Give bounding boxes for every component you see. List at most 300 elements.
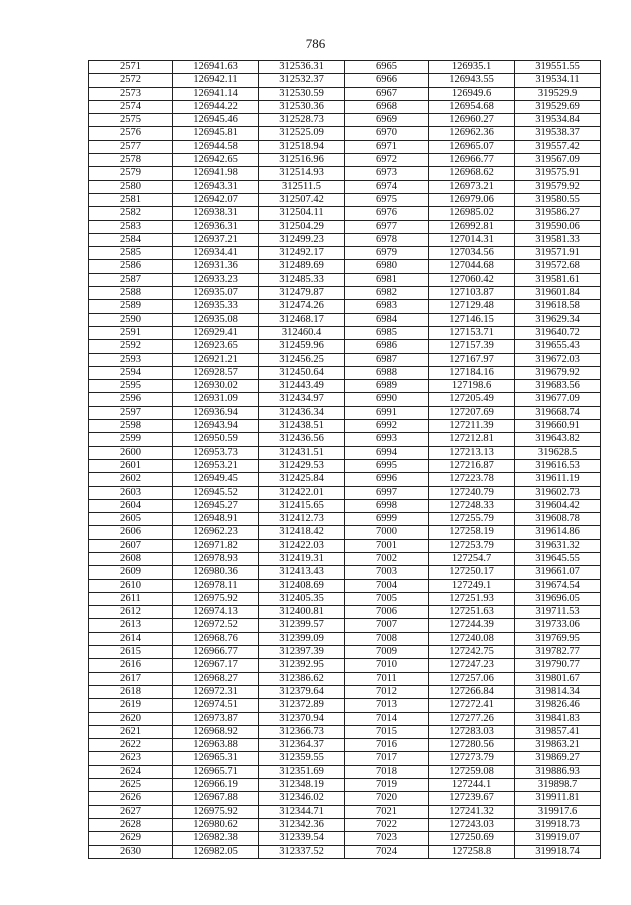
y-coordinate-right: 319567.09 [515, 154, 601, 167]
point-number-right: 6982 [345, 287, 429, 300]
y-coordinate-left: 312399.57 [259, 619, 345, 632]
y-coordinate-right: 319790.77 [515, 659, 601, 672]
y-coordinate-left: 312528.73 [259, 114, 345, 127]
x-coordinate-left: 126923.65 [173, 340, 259, 353]
point-number-left: 2573 [89, 87, 173, 100]
y-coordinate-left: 312392.95 [259, 659, 345, 672]
table-row [89, 180, 601, 193]
point-number-left: 2621 [89, 725, 173, 738]
y-coordinate-right: 319733.06 [515, 619, 601, 632]
point-number-right: 7011 [345, 672, 429, 685]
table-row [89, 100, 601, 113]
y-coordinate-left: 312422.01 [259, 486, 345, 499]
point-number-left: 2594 [89, 366, 173, 379]
table-row [89, 433, 601, 446]
table-row [89, 779, 601, 792]
x-coordinate-left: 126971.82 [173, 539, 259, 552]
x-coordinate-right: 127251.93 [429, 592, 515, 605]
y-coordinate-left: 312436.34 [259, 406, 345, 419]
x-coordinate-left: 126963.88 [173, 739, 259, 752]
y-coordinate-left: 312359.55 [259, 752, 345, 765]
x-coordinate-right: 127213.13 [429, 446, 515, 459]
point-number-left: 2589 [89, 300, 173, 313]
y-coordinate-left: 312504.11 [259, 207, 345, 220]
x-coordinate-left: 126928.57 [173, 366, 259, 379]
y-coordinate-left: 312351.69 [259, 765, 345, 778]
x-coordinate-left: 126937.21 [173, 233, 259, 246]
y-coordinate-right: 319886.93 [515, 765, 601, 778]
y-coordinate-left: 312468.17 [259, 313, 345, 326]
y-coordinate-left: 312337.52 [259, 845, 345, 858]
x-coordinate-left: 126967.17 [173, 659, 259, 672]
x-coordinate-right: 127239.67 [429, 792, 515, 805]
y-coordinate-right: 319631.32 [515, 539, 601, 552]
x-coordinate-left: 126945.81 [173, 127, 259, 140]
table-row [89, 114, 601, 127]
x-coordinate-left: 126965.31 [173, 752, 259, 765]
table-row [89, 247, 601, 260]
x-coordinate-left: 126936.31 [173, 220, 259, 233]
point-number-left: 2610 [89, 579, 173, 592]
x-coordinate-right: 127129.48 [429, 300, 515, 313]
point-number-right: 7003 [345, 566, 429, 579]
y-coordinate-left: 312422.03 [259, 539, 345, 552]
x-coordinate-left: 126978.11 [173, 579, 259, 592]
point-number-left: 2599 [89, 433, 173, 446]
x-coordinate-right: 127241.32 [429, 805, 515, 818]
point-number-left: 2626 [89, 792, 173, 805]
point-number-right: 7013 [345, 699, 429, 712]
point-number-left: 2593 [89, 353, 173, 366]
y-coordinate-right: 319586.27 [515, 207, 601, 220]
point-number-right: 6987 [345, 353, 429, 366]
point-number-right: 6981 [345, 273, 429, 286]
x-coordinate-left: 126931.36 [173, 260, 259, 273]
y-coordinate-right: 319551.55 [515, 61, 601, 74]
y-coordinate-left: 312485.33 [259, 273, 345, 286]
y-coordinate-left: 312418.42 [259, 526, 345, 539]
point-number-right: 6985 [345, 326, 429, 339]
y-coordinate-right: 319534.84 [515, 114, 601, 127]
x-coordinate-left: 126950.59 [173, 433, 259, 446]
table-row [89, 380, 601, 393]
y-coordinate-left: 312342.36 [259, 818, 345, 831]
point-number-right: 6995 [345, 459, 429, 472]
point-number-left: 2571 [89, 61, 173, 74]
point-number-right: 6966 [345, 74, 429, 87]
point-number-right: 6993 [345, 433, 429, 446]
x-coordinate-right: 127277.26 [429, 712, 515, 725]
y-coordinate-right: 319614.86 [515, 526, 601, 539]
x-coordinate-right: 127248.33 [429, 499, 515, 512]
y-coordinate-left: 312516.96 [259, 154, 345, 167]
x-coordinate-right: 127223.78 [429, 473, 515, 486]
point-number-right: 6976 [345, 207, 429, 220]
point-number-left: 2595 [89, 380, 173, 393]
point-number-right: 7008 [345, 632, 429, 645]
point-number-right: 6989 [345, 380, 429, 393]
point-number-left: 2591 [89, 326, 173, 339]
point-number-left: 2577 [89, 140, 173, 153]
x-coordinate-right: 126985.02 [429, 207, 515, 220]
point-number-left: 2604 [89, 499, 173, 512]
point-number-left: 2572 [89, 74, 173, 87]
point-number-right: 7005 [345, 592, 429, 605]
table-row [89, 832, 601, 845]
point-number-right: 7004 [345, 579, 429, 592]
y-coordinate-left: 312364.37 [259, 739, 345, 752]
point-number-right: 7021 [345, 805, 429, 818]
y-coordinate-right: 319571.91 [515, 247, 601, 260]
point-number-left: 2607 [89, 539, 173, 552]
point-number-left: 2624 [89, 765, 173, 778]
point-number-right: 6968 [345, 100, 429, 113]
point-number-left: 2606 [89, 526, 173, 539]
table-row [89, 446, 601, 459]
x-coordinate-right: 127167.97 [429, 353, 515, 366]
table-row [89, 619, 601, 632]
table-row [89, 313, 601, 326]
y-coordinate-left: 312412.73 [259, 513, 345, 526]
y-coordinate-right: 319674.54 [515, 579, 601, 592]
point-number-right: 6973 [345, 167, 429, 180]
point-number-left: 2584 [89, 233, 173, 246]
x-coordinate-left: 126930.02 [173, 380, 259, 393]
point-number-right: 7020 [345, 792, 429, 805]
table-row [89, 233, 601, 246]
x-coordinate-left: 126978.93 [173, 552, 259, 565]
x-coordinate-left: 126934.41 [173, 247, 259, 260]
table-row [89, 752, 601, 765]
y-coordinate-right: 319629.34 [515, 313, 601, 326]
y-coordinate-right: 319672.03 [515, 353, 601, 366]
point-number-right: 7022 [345, 818, 429, 831]
y-coordinate-left: 312479.87 [259, 287, 345, 300]
y-coordinate-left: 312511.5 [259, 180, 345, 193]
y-coordinate-left: 312400.81 [259, 606, 345, 619]
point-number-left: 2608 [89, 552, 173, 565]
y-coordinate-right: 319581.33 [515, 233, 601, 246]
x-coordinate-left: 126929.41 [173, 326, 259, 339]
y-coordinate-right: 319602.73 [515, 486, 601, 499]
x-coordinate-left: 126966.19 [173, 779, 259, 792]
table-row [89, 340, 601, 353]
table-row [89, 632, 601, 645]
point-number-right: 6975 [345, 193, 429, 206]
y-coordinate-right: 319618.58 [515, 300, 601, 313]
point-number-left: 2629 [89, 832, 173, 845]
table-row [89, 792, 601, 805]
table-row [89, 592, 601, 605]
x-coordinate-right: 127272.41 [429, 699, 515, 712]
point-number-left: 2615 [89, 646, 173, 659]
y-coordinate-left: 312431.51 [259, 446, 345, 459]
y-coordinate-right: 319529.9 [515, 87, 601, 100]
x-coordinate-right: 127283.03 [429, 725, 515, 738]
x-coordinate-left: 126949.45 [173, 473, 259, 486]
x-coordinate-left: 126953.73 [173, 446, 259, 459]
point-number-left: 2575 [89, 114, 173, 127]
point-number-right: 7018 [345, 765, 429, 778]
table-row [89, 154, 601, 167]
y-coordinate-left: 312459.96 [259, 340, 345, 353]
y-coordinate-left: 312413.43 [259, 566, 345, 579]
table-row [89, 805, 601, 818]
point-number-left: 2585 [89, 247, 173, 260]
x-coordinate-right: 126966.77 [429, 154, 515, 167]
x-coordinate-right: 126968.62 [429, 167, 515, 180]
x-coordinate-left: 126948.91 [173, 513, 259, 526]
x-coordinate-right: 127243.03 [429, 818, 515, 831]
y-coordinate-right: 319643.82 [515, 433, 601, 446]
x-coordinate-left: 126968.76 [173, 632, 259, 645]
y-coordinate-right: 319898.7 [515, 779, 601, 792]
y-coordinate-right: 319572.68 [515, 260, 601, 273]
point-number-right: 7016 [345, 739, 429, 752]
y-coordinate-left: 312443.49 [259, 380, 345, 393]
x-coordinate-right: 127242.75 [429, 646, 515, 659]
point-number-right: 6969 [345, 114, 429, 127]
y-coordinate-left: 312344.71 [259, 805, 345, 818]
point-number-right: 7023 [345, 832, 429, 845]
y-coordinate-left: 312514.93 [259, 167, 345, 180]
y-coordinate-left: 312425.84 [259, 473, 345, 486]
x-coordinate-left: 126941.63 [173, 61, 259, 74]
point-number-right: 7006 [345, 606, 429, 619]
point-number-right: 6979 [345, 247, 429, 260]
x-coordinate-left: 126945.46 [173, 114, 259, 127]
point-number-right: 6980 [345, 260, 429, 273]
y-coordinate-left: 312339.54 [259, 832, 345, 845]
table-row [89, 353, 601, 366]
y-coordinate-right: 319683.56 [515, 380, 601, 393]
table-row [89, 552, 601, 565]
point-number-left: 2598 [89, 420, 173, 433]
x-coordinate-left: 126974.51 [173, 699, 259, 712]
table-row [89, 646, 601, 659]
x-coordinate-left: 126953.21 [173, 459, 259, 472]
x-coordinate-left: 126935.08 [173, 313, 259, 326]
x-coordinate-left: 126966.77 [173, 646, 259, 659]
x-coordinate-right: 126949.6 [429, 87, 515, 100]
table-row [89, 61, 601, 74]
point-number-left: 2612 [89, 606, 173, 619]
table-row [89, 725, 601, 738]
table-row [89, 167, 601, 180]
y-coordinate-right: 319640.72 [515, 326, 601, 339]
table-row [89, 287, 601, 300]
x-coordinate-left: 126941.98 [173, 167, 259, 180]
table-row [89, 685, 601, 698]
y-coordinate-left: 312419.31 [259, 552, 345, 565]
y-coordinate-left: 312450.64 [259, 366, 345, 379]
y-coordinate-left: 312372.89 [259, 699, 345, 712]
point-number-right: 7014 [345, 712, 429, 725]
table-row [89, 499, 601, 512]
table-row [89, 712, 601, 725]
x-coordinate-right: 127250.69 [429, 832, 515, 845]
table-row [89, 486, 601, 499]
point-number-left: 2630 [89, 845, 173, 858]
x-coordinate-left: 126935.33 [173, 300, 259, 313]
point-number-right: 6996 [345, 473, 429, 486]
point-number-right: 7010 [345, 659, 429, 672]
x-coordinate-left: 126972.31 [173, 685, 259, 698]
point-number-right: 6992 [345, 420, 429, 433]
point-number-left: 2614 [89, 632, 173, 645]
y-coordinate-left: 312366.73 [259, 725, 345, 738]
x-coordinate-right: 127157.39 [429, 340, 515, 353]
x-coordinate-right: 127255.79 [429, 513, 515, 526]
point-number-left: 2628 [89, 818, 173, 831]
point-number-left: 2601 [89, 459, 173, 472]
x-coordinate-left: 126942.65 [173, 154, 259, 167]
y-coordinate-right: 319557.42 [515, 140, 601, 153]
x-coordinate-right: 127153.71 [429, 326, 515, 339]
point-number-right: 6998 [345, 499, 429, 512]
x-coordinate-right: 127034.56 [429, 247, 515, 260]
point-number-left: 2597 [89, 406, 173, 419]
x-coordinate-right: 127014.31 [429, 233, 515, 246]
x-coordinate-right: 127244.39 [429, 619, 515, 632]
point-number-right: 7009 [345, 646, 429, 659]
point-number-left: 2588 [89, 287, 173, 300]
point-number-left: 2586 [89, 260, 173, 273]
x-coordinate-left: 126980.36 [173, 566, 259, 579]
point-number-left: 2574 [89, 100, 173, 113]
point-number-right: 7019 [345, 779, 429, 792]
point-number-right: 6971 [345, 140, 429, 153]
y-coordinate-left: 312499.23 [259, 233, 345, 246]
point-number-left: 2613 [89, 619, 173, 632]
point-number-right: 6997 [345, 486, 429, 499]
x-coordinate-left: 126936.94 [173, 406, 259, 419]
y-coordinate-left: 312504.29 [259, 220, 345, 233]
x-coordinate-left: 126968.92 [173, 725, 259, 738]
y-coordinate-left: 312436.56 [259, 433, 345, 446]
x-coordinate-right: 127249.1 [429, 579, 515, 592]
y-coordinate-right: 319601.84 [515, 287, 601, 300]
x-coordinate-left: 126975.92 [173, 805, 259, 818]
y-coordinate-left: 312507.42 [259, 193, 345, 206]
y-coordinate-right: 319769.95 [515, 632, 601, 645]
x-coordinate-right: 126943.55 [429, 74, 515, 87]
point-number-right: 6986 [345, 340, 429, 353]
point-number-left: 2580 [89, 180, 173, 193]
x-coordinate-left: 126945.52 [173, 486, 259, 499]
x-coordinate-left: 126965.71 [173, 765, 259, 778]
y-coordinate-left: 312415.65 [259, 499, 345, 512]
point-number-right: 7015 [345, 725, 429, 738]
point-number-left: 2602 [89, 473, 173, 486]
x-coordinate-right: 127251.63 [429, 606, 515, 619]
x-coordinate-left: 126942.11 [173, 74, 259, 87]
x-coordinate-right: 127258.19 [429, 526, 515, 539]
table-row [89, 739, 601, 752]
point-number-left: 2578 [89, 154, 173, 167]
point-number-left: 2579 [89, 167, 173, 180]
point-number-right: 6967 [345, 87, 429, 100]
y-coordinate-left: 312536.31 [259, 61, 345, 74]
y-coordinate-left: 312370.94 [259, 712, 345, 725]
x-coordinate-right: 127280.56 [429, 739, 515, 752]
point-number-left: 2592 [89, 340, 173, 353]
point-number-right: 6994 [345, 446, 429, 459]
x-coordinate-right: 127103.87 [429, 287, 515, 300]
x-coordinate-right: 127205.49 [429, 393, 515, 406]
point-number-right: 6991 [345, 406, 429, 419]
table-row [89, 300, 601, 313]
x-coordinate-right: 127240.08 [429, 632, 515, 645]
point-number-right: 6970 [345, 127, 429, 140]
y-coordinate-left: 312379.64 [259, 685, 345, 698]
x-coordinate-left: 126980.62 [173, 818, 259, 831]
table-row [89, 699, 601, 712]
y-coordinate-right: 319917.6 [515, 805, 601, 818]
table-row [89, 326, 601, 339]
y-coordinate-left: 312518.94 [259, 140, 345, 153]
y-coordinate-right: 319826.46 [515, 699, 601, 712]
x-coordinate-left: 126943.94 [173, 420, 259, 433]
point-number-right: 6984 [345, 313, 429, 326]
point-number-right: 7012 [345, 685, 429, 698]
y-coordinate-left: 312489.69 [259, 260, 345, 273]
x-coordinate-left: 126967.88 [173, 792, 259, 805]
y-coordinate-left: 312474.26 [259, 300, 345, 313]
point-number-left: 2582 [89, 207, 173, 220]
point-number-left: 2617 [89, 672, 173, 685]
y-coordinate-left: 312434.97 [259, 393, 345, 406]
y-coordinate-right: 319782.77 [515, 646, 601, 659]
x-coordinate-right: 127060.42 [429, 273, 515, 286]
y-coordinate-right: 319538.37 [515, 127, 601, 140]
table-row [89, 87, 601, 100]
point-number-left: 2581 [89, 193, 173, 206]
x-coordinate-right: 126973.21 [429, 180, 515, 193]
x-coordinate-left: 126972.52 [173, 619, 259, 632]
x-coordinate-right: 126992.81 [429, 220, 515, 233]
y-coordinate-right: 319608.78 [515, 513, 601, 526]
y-coordinate-left: 312530.36 [259, 100, 345, 113]
point-number-left: 2583 [89, 220, 173, 233]
y-coordinate-right: 319661.07 [515, 566, 601, 579]
y-coordinate-right: 319575.91 [515, 167, 601, 180]
x-coordinate-left: 126931.09 [173, 393, 259, 406]
x-coordinate-right: 127258.8 [429, 845, 515, 858]
x-coordinate-right: 127240.79 [429, 486, 515, 499]
x-coordinate-left: 126944.58 [173, 140, 259, 153]
x-coordinate-left: 126974.13 [173, 606, 259, 619]
x-coordinate-left: 126935.07 [173, 287, 259, 300]
y-coordinate-left: 312532.37 [259, 74, 345, 87]
x-coordinate-right: 127254.7 [429, 552, 515, 565]
table-row [89, 566, 601, 579]
y-coordinate-right: 319841.83 [515, 712, 601, 725]
table-row [89, 406, 601, 419]
table-row [89, 127, 601, 140]
x-coordinate-right: 127216.87 [429, 459, 515, 472]
x-coordinate-left: 126968.27 [173, 672, 259, 685]
x-coordinate-right: 127257.06 [429, 672, 515, 685]
x-coordinate-right: 127207.69 [429, 406, 515, 419]
y-coordinate-left: 312429.53 [259, 459, 345, 472]
x-coordinate-right: 127198.6 [429, 380, 515, 393]
table-row [89, 366, 601, 379]
x-coordinate-right: 126935.1 [429, 61, 515, 74]
x-coordinate-right: 127259.08 [429, 765, 515, 778]
table-row [89, 193, 601, 206]
point-number-left: 2625 [89, 779, 173, 792]
